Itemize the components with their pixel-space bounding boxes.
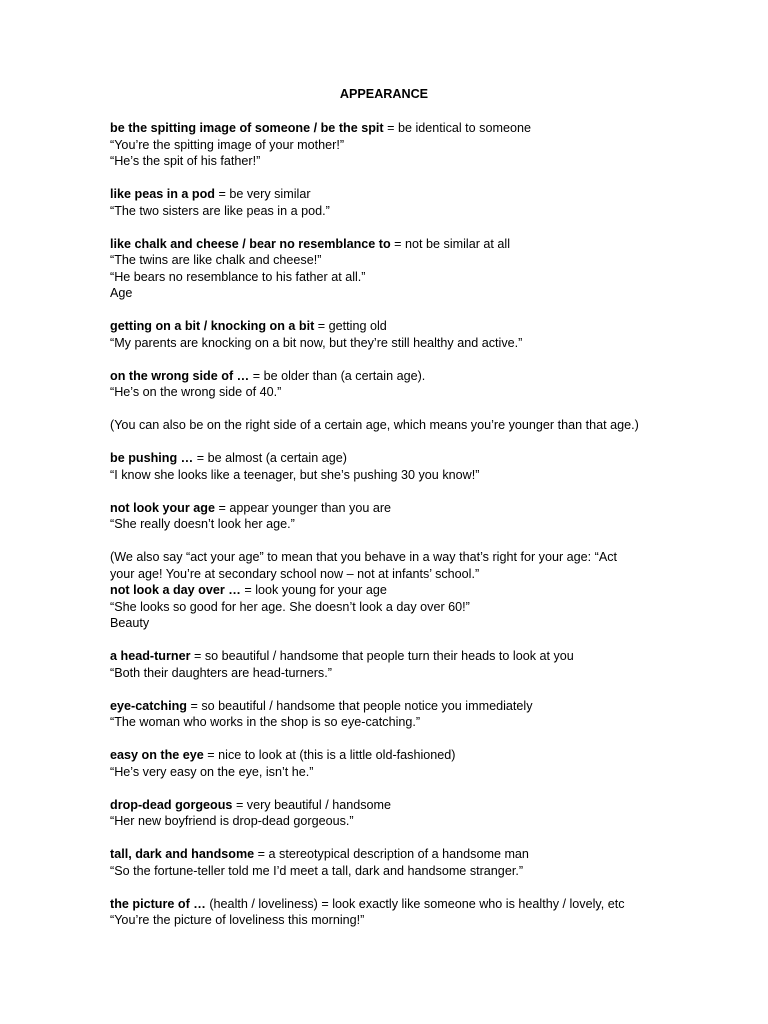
definition: = nice to look at (this is a little old-fashioned) <box>203 748 456 762</box>
entry-not-look-age <box>110 500 670 517</box>
section-heading-beauty: Beauty <box>110 616 150 630</box>
term: like chalk and cheese / bear no resemblance to <box>110 236 391 251</box>
example: “He bears no resemblance to his father at all.” <box>110 269 366 284</box>
term: not look a day over … <box>110 583 241 597</box>
entry-eye-catching <box>110 698 670 715</box>
definition: = not be similar at all <box>390 236 511 251</box>
example: “Both their daughters are head-turners.” <box>110 665 332 680</box>
example: “The twins are like chalk and cheese!” <box>110 253 322 267</box>
term: on the wrong side of … <box>110 368 250 383</box>
example: “She looks so good for her age. She doesn’t look a day over 60!” <box>110 599 470 614</box>
example: “So the fortune-teller told me I’d meet a tall, dark and handsome stranger.” <box>110 863 524 878</box>
example: “She really doesn’t look her age.” <box>110 517 295 531</box>
entry-picture-of <box>110 896 670 913</box>
term: tall, dark and handsome <box>110 847 255 861</box>
entry-head-turner <box>110 648 670 665</box>
example: “My parents are knocking on a bit now, but they’re still healthy and active.” <box>110 335 523 350</box>
entry-easy-on-eye <box>110 747 670 764</box>
term: easy on the eye <box>110 748 204 762</box>
definition: = look young for your age <box>240 583 387 597</box>
example: “He’s on the wrong side of 40.” <box>110 385 282 399</box>
example: “The two sisters are like peas in a pod.” <box>110 203 330 218</box>
entry-tall-dark <box>110 846 670 863</box>
term: not look your age <box>110 500 215 515</box>
example: “He’s the spit of his father!” <box>110 154 261 168</box>
entry-wrong-side <box>110 368 670 385</box>
definition: = getting old <box>314 319 387 333</box>
note-act-age: your age! You’re at secondary school now – not at infants’ school.” <box>110 566 480 581</box>
definition: = so beautiful / handsome that people turn their heads to look at you <box>190 649 574 663</box>
example: “You’re the spitting image of your mother!” <box>110 137 345 152</box>
term: drop-dead gorgeous <box>110 797 233 812</box>
section-heading-age: Age <box>110 286 133 300</box>
term: be the spitting image of someone / be the spit <box>110 121 384 135</box>
example: “The woman who works in the shop is so eye-catching.” <box>110 715 421 729</box>
entry-pushing <box>110 450 670 467</box>
definition: = a stereotypical description of a handsome man <box>254 847 529 861</box>
entry-chalk-cheese <box>110 236 670 253</box>
entry-day-over <box>110 582 670 599</box>
example: “You’re the picture of loveliness this morning!” <box>110 913 365 927</box>
definition: = be older than (a certain age). <box>249 368 426 383</box>
document-body <box>110 120 670 929</box>
note-act-age: (We also say “act your age” to mean that you behave in a way that’s right for your age: “Act <box>110 550 618 564</box>
entry-drop-dead <box>110 797 670 814</box>
definition: = be almost (a certain age) <box>193 451 347 465</box>
term: getting on a bit / knocking on a bit <box>110 319 315 333</box>
entry-peas-in-pod <box>110 186 670 203</box>
definition: (health / loveliness) = look exactly like someone who is healthy / lovely, etc <box>205 896 625 911</box>
entry-getting-on <box>110 318 670 335</box>
definition: = very beautiful / handsome <box>232 797 392 812</box>
note-right-side: (You can also be on the right side of a certain age, which means you’re younger than that age.) <box>110 418 639 432</box>
term: a head-turner <box>110 649 191 663</box>
term: the picture of … <box>110 896 206 911</box>
term: be pushing … <box>110 451 194 465</box>
definition: = be identical to someone <box>383 121 531 135</box>
example: “I know she looks like a teenager, but she’s pushing 30 you know!” <box>110 467 480 482</box>
definition: = so beautiful / handsome that people notice you immediately <box>187 698 533 713</box>
page-title: APPEARANCE <box>339 87 429 101</box>
definition: = be very similar <box>214 187 311 201</box>
definition: = appear younger than you are <box>214 500 392 515</box>
entry-spitting-image <box>110 120 670 137</box>
term: like peas in a pod <box>110 187 215 201</box>
example: “Her new boyfriend is drop-dead gorgeous.” <box>110 814 354 828</box>
term: eye-catching <box>110 698 187 713</box>
example: “He’s very easy on the eye, isn’t he.” <box>110 764 314 779</box>
